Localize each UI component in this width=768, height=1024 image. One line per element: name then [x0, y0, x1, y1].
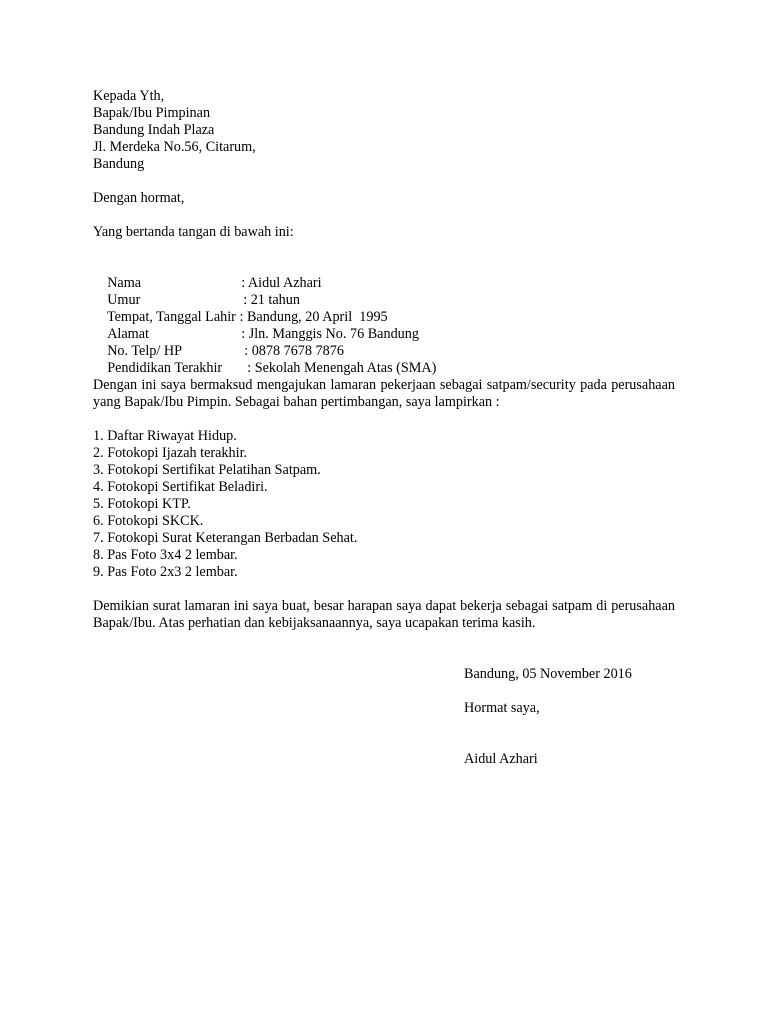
identity-value: Aidul Azhari — [247, 275, 322, 291]
recipient-line-3: Bandung Indah Plaza — [93, 122, 215, 138]
attachment-item: 4. Fotokopi Sertifikat Beladiri. — [93, 479, 268, 495]
attachment-item: 7. Fotokopi Surat Keterangan Berbadan Sehat. — [93, 530, 358, 546]
regards: Hormat saya, — [464, 700, 540, 716]
attachment-item: 3. Fotokopi Sertifikat Pelatihan Satpam. — [93, 462, 321, 478]
attachment-item: 9. Pas Foto 2x3 2 lembar. — [93, 564, 238, 580]
identity-label: Nama — [107, 275, 142, 291]
identity-value: Sekolah Menengah Atas (SMA) — [254, 360, 437, 376]
attachment-item: 2. Fotokopi Ijazah terakhir. — [93, 445, 248, 461]
identity-value: 21 tahun — [250, 292, 300, 308]
identity-label: Tempat, Tanggal Lahir — [106, 309, 236, 325]
attachment-item: 8. Pas Foto 3x4 2 lembar. — [93, 547, 238, 563]
identity-separator: : — [241, 275, 248, 291]
body-paragraph: Dengan ini saya bermaksud mengajukan lamaran pekerjaan sebagai satpam/security pada perusahaan yang Bapak/Ibu Pimpin. Sebagai bahan pertimbangan, saya lampirkan : — [93, 377, 675, 410]
recipient-line-1: Kepada Yth, — [93, 88, 165, 104]
identity-label: Alamat — [107, 326, 149, 342]
identity-separator: : — [241, 326, 249, 342]
attachment-item: 5. Fotokopi KTP. — [93, 496, 191, 512]
identity-separator: : — [243, 292, 251, 308]
identity-separator: : — [244, 343, 252, 359]
recipient-line-5: Bandung — [93, 156, 145, 172]
attachment-item: 6. Fotokopi SKCK. — [93, 513, 204, 529]
place-date: Bandung, 05 November 2016 — [464, 666, 632, 682]
closing-paragraph: Demikian surat lamaran ini saya buat, besar harapan saya dapat bekerja sebagai satpam di perusahaan Bapak/Ibu. Atas perhatian dan kebijaksanaannya, saya ucapakan terima kasih. — [93, 598, 675, 631]
signer-name: Aidul Azhari — [464, 751, 538, 767]
identity-separator: : — [235, 309, 247, 325]
intro-text: Yang bertanda tangan di bawah ini: — [93, 224, 294, 240]
identity-value: 0878 7678 7876 — [251, 343, 344, 359]
identity-separator: : — [247, 360, 255, 376]
identity-value: Bandung, 20 April 1995 — [246, 309, 388, 325]
identity-label: Pendidikan Terakhir — [107, 360, 223, 376]
salutation: Dengan hormat, — [93, 190, 185, 206]
recipient-line-4: Jl. Merdeka No.56, Citarum, — [93, 139, 256, 155]
attachment-item: 1. Daftar Riwayat Hidup. — [93, 428, 237, 444]
recipient-line-2: Bapak/Ibu Pimpinan — [93, 105, 211, 121]
identity-value: Jln. Manggis No. 76 Bandung — [248, 326, 419, 342]
identity-label: No. Telp/ HP — [107, 343, 182, 359]
identity-label: Umur — [107, 292, 141, 308]
